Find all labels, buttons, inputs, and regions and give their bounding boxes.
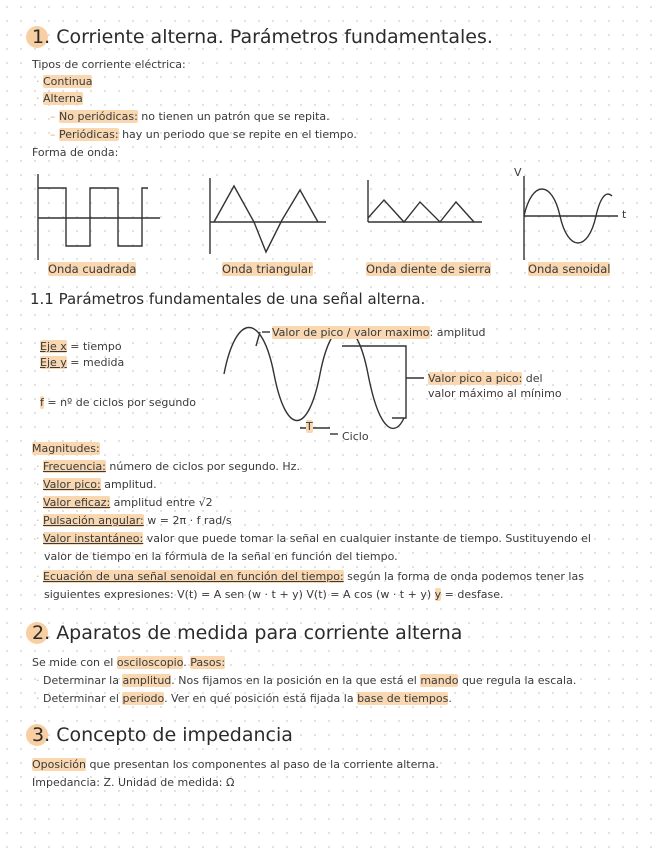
bullet-dot: · bbox=[36, 92, 40, 105]
valor-eficaz-item: · Valor eficaz: amplitud entre √2 bbox=[36, 496, 213, 509]
no-periodicas-item bbox=[50, 110, 330, 124]
paso-periodo: · Determinar el periodo. Ver en qué posición está fijada la base de tiempos. bbox=[36, 692, 452, 705]
sawtooth-wave bbox=[368, 180, 482, 222]
axis-v-label: V bbox=[514, 166, 522, 179]
ohm-symbol: Ω bbox=[225, 776, 235, 789]
instantaneo-desc-2: valor de tiempo en la fórmula de la señal en función del tiempo. bbox=[44, 550, 398, 563]
section-1-number: 1. bbox=[32, 26, 51, 48]
continua-label: Continua bbox=[43, 75, 93, 88]
sqrt2-symbol: √2 bbox=[198, 496, 213, 509]
section-1-title: Corriente alterna. Parámetros fundamentales. bbox=[56, 26, 493, 48]
osciloscopio-line: Se mide con el osciloscopio. Pasos: bbox=[32, 656, 226, 669]
section-2-number: 2. bbox=[32, 622, 51, 644]
onda-sierra-caption: Onda diente de sierra bbox=[366, 262, 492, 276]
instantaneo-item: · Valor instantáneo: valor que puede tomar la señal en cualquier instante de tiempo. Sustituyendo el bbox=[36, 532, 591, 545]
forma-label: Forma de onda: bbox=[32, 146, 119, 159]
pico-a-pico-desc: valor máximo al mínimo bbox=[428, 387, 562, 400]
ecuacion-expresiones: siguientes expresiones: V(t) = A sen (w · t + y) V(t) = A cos (w · t + y) y = desfase. bbox=[44, 588, 504, 601]
triangle-wave bbox=[210, 178, 326, 254]
ciclo-label: Ciclo bbox=[342, 430, 369, 443]
magnitudes-label: Magnitudes: bbox=[32, 442, 100, 455]
signal-diagram bbox=[0, 322, 656, 442]
frecuencia-def-line: f = nº de ciclos por segundo bbox=[40, 396, 197, 409]
impedancia-line: Impedancia: Z. Unidad de medida: Ω bbox=[32, 776, 235, 789]
valor-pico-item: · Valor pico: amplitud. bbox=[36, 478, 157, 491]
square-wave bbox=[38, 174, 160, 260]
tipos-label: Tipos de corriente eléctrica: bbox=[32, 58, 186, 71]
alterna-label: Alterna bbox=[43, 92, 83, 105]
section-1-1-title: 1.1 Parámetros fundamentales de una señal alterna. bbox=[30, 290, 426, 308]
pico-a-pico-label: Valor pico a pico: del bbox=[428, 372, 543, 385]
tipo-continua bbox=[36, 75, 92, 89]
bullet-dot: · bbox=[36, 75, 40, 88]
ecuacion-item: · Ecuación de una señal senoidal en función del tiempo: según la forma de onda podemos tener las bbox=[36, 570, 584, 583]
valor-pico-label: Valor de pico / valor maximo: amplitud bbox=[272, 326, 486, 339]
eje-x-line: Eje x = tiempo bbox=[40, 340, 122, 353]
dash-icon: – bbox=[50, 128, 56, 141]
section-2-title: Aparatos de medida para corriente alterna bbox=[56, 622, 463, 644]
periodicas-label: Periódicas: bbox=[59, 128, 119, 141]
section-3-heading bbox=[32, 724, 293, 746]
dash-icon: – bbox=[50, 110, 56, 123]
no-periodicas-label: No periódicas: bbox=[59, 110, 138, 123]
no-periodicas-desc: no tienen un patrón que se repita. bbox=[137, 110, 330, 123]
oposicion-line: Oposición que presentan los componentes al paso de la corriente alterna. bbox=[32, 758, 439, 771]
paso-amplitud: · Determinar la amplitud. Nos fijamos en la posición en la que está el mando que regula la escala. bbox=[36, 674, 577, 687]
section-1-heading bbox=[32, 26, 493, 48]
eje-y-line: Eje y = medida bbox=[40, 356, 125, 369]
periodicas-desc: hay un periodo que se repite en el tiempo. bbox=[118, 128, 357, 141]
frecuencia-item: · Frecuencia: número de ciclos por segundo. Hz. bbox=[36, 460, 300, 473]
section-3-number: 3. bbox=[32, 724, 51, 746]
sine-wave bbox=[524, 176, 618, 260]
tipo-alterna bbox=[36, 92, 83, 106]
section-3-title: Concepto de impedancia bbox=[56, 724, 293, 746]
periodicas-item bbox=[50, 128, 357, 142]
onda-cuadrada-caption: Onda cuadrada bbox=[48, 262, 137, 276]
section-2-heading bbox=[32, 622, 462, 644]
pulsacion-item: · Pulsación angular: w = 2π · f rad/s bbox=[36, 514, 232, 527]
period-t-label: T bbox=[306, 420, 313, 433]
axis-t-label: t bbox=[622, 208, 627, 221]
onda-senoidal-caption: Onda senoidal bbox=[528, 262, 611, 276]
onda-triangular-caption: Onda triangular bbox=[222, 262, 313, 276]
